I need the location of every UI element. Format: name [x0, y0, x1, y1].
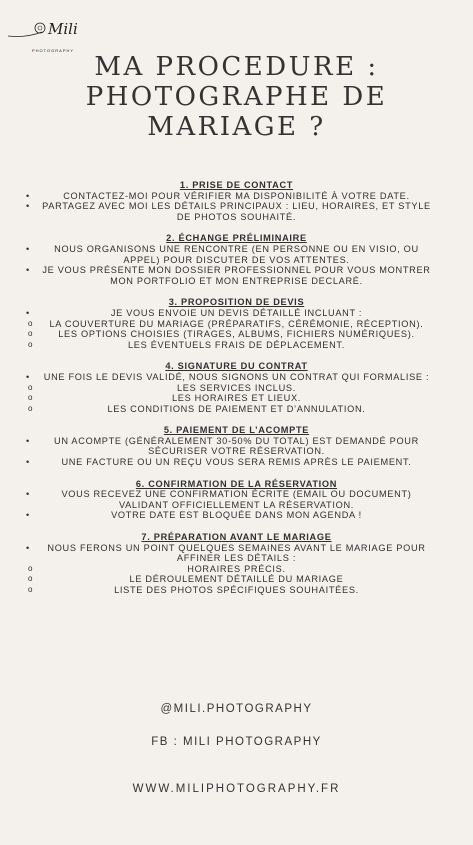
logo-text: Mili: [48, 20, 78, 38]
list-item: • UNE FACTURE OU UN REÇU VOUS SERA REMIS APRÈS LE PAIEMENT.: [40, 457, 433, 468]
list-item: • UN ACOMPTE (GÉNÉRALEMENT 30-50% DU TOTAL) EST DEMANDÉ POUR SÉCURISER VOTRE RÉSERVATION.: [40, 436, 433, 457]
title-line: PHOTOGRAPHE DE: [85, 82, 388, 112]
section-list: [40, 436, 433, 468]
sub-list-item: O LISTE DES PHOTOS SPÉCIFIQUES SOUHAITÉES.: [40, 585, 433, 596]
title-line: MARIAGE ?: [147, 112, 326, 142]
section-title: 3. PROPOSITION DE DEVIS: [168, 297, 305, 308]
list-item: • JE VOUS ENVOIE UN DEVIS DÉTAILLÉ INCLUANT :: [40, 308, 433, 319]
title-line: MA PROCEDURE :: [94, 52, 379, 82]
section-title: 6. CONFIRMATION DE LA RÉSERVATION: [135, 478, 338, 489]
section-list: [40, 191, 433, 223]
list-item: • PARTAGEZ AVEC MOI LES DÉTAILS PRINCIPAUX : LIEU, HORAIRES, ET STYLE DE PHOTOS SOUHAITÉ.: [40, 201, 433, 222]
list-item: • NOUS FERONS UN POINT QUELQUES SEMAINES AVANT LE MARIAGE POUR AFFINER LES DÉTAILS :: [40, 543, 433, 564]
section-list: [40, 489, 433, 521]
brand-logo: [6, 12, 82, 53]
page-title: [0, 52, 473, 142]
list-item: • VOUS RECEVEZ UNE CONFIRMATION ÉCRITE (EMAIL OU DOCUMENT) VALIDANT OFFICIELLEMENT LA RÉSERVATION.: [40, 489, 433, 510]
section-title: 1. PRISE DE CONTACT: [179, 180, 294, 190]
list-item: • VOTRE DATE EST BLOQUÉE DANS MON AGENDA !: [40, 510, 433, 521]
sub-list-item: O LES ÉVENTUELS FRAIS DE DÉPLACEMENT.: [40, 340, 433, 351]
sub-list-item: O LA COUVERTURE DU MARIAGE (PRÉPARATIFS, CÉRÉMONIE, RÉCEPTION).: [40, 319, 433, 330]
sub-list-item: O LES OPTIONS CHOISIES (TIRAGES, ALBUMS, FICHIERS NUMÉRIQUES).: [40, 329, 433, 340]
sub-list-item: O LES SERVICES INCLUS.: [40, 383, 433, 394]
section-title: 2. ÉCHANGE PRÉLIMINAIRE: [166, 233, 307, 244]
list-item: • CONTACTEZ-MOI POUR VÉRIFIER MA DISPONIBILITÉ À VOTRE DATE.: [40, 191, 433, 202]
logo-subtitle: PHOTOGRAPHY: [32, 48, 75, 53]
sub-list-item: O LES CONDITIONS DE PAIEMENT ET D’ANNULATION.: [40, 404, 433, 415]
instagram-handle[interactable]: @MILI.PHOTOGRAPHY: [160, 703, 313, 715]
procedure-list: [40, 180, 433, 596]
section-list: [40, 308, 433, 350]
sub-list-item: O LES HORAIRES ET LIEUX.: [40, 393, 433, 404]
sub-list-item: O HORAIRES PRÉCIS.: [40, 564, 433, 575]
section-list: [40, 244, 433, 286]
section-list: [40, 372, 433, 414]
website-link[interactable]: WWW.MILIPHOTOGRAPHY.FR: [132, 783, 341, 795]
list-item: • UNE FOIS LE DEVIS VALIDÉ, NOUS SIGNONS UN CONTRAT QUI FORMALISE :: [40, 372, 433, 383]
section-title: 4. SIGNATURE DU CONTRAT: [165, 361, 308, 372]
section-title: 7. PRÉPARATION AVANT LE MARIAGE: [141, 532, 332, 543]
list-item: • JE VOUS PRÉSENTE MON DOSSIER PROFESSIONNEL POUR VOUS MONTRER MON PORTFOLIO ET MON ENTREPRISE DECLARÉ.: [40, 265, 433, 286]
logo-script: [6, 12, 82, 46]
section-title: 5. PAIEMENT DE L’ACOMPTE: [163, 425, 310, 436]
sub-list-item: O LE DÉROULEMENT DÉTAILLÉ DU MARIAGE: [40, 574, 433, 585]
section-list: [40, 543, 433, 596]
facebook-handle[interactable]: FB : MILI PHOTOGRAPHY: [151, 736, 322, 748]
list-item: • NOUS ORGANISONS UNE RENCONTRE (EN PERSONNE OU EN VISIO, OU APPEL) POUR DISCUTER DE VOS ATTENTES.: [40, 244, 433, 265]
